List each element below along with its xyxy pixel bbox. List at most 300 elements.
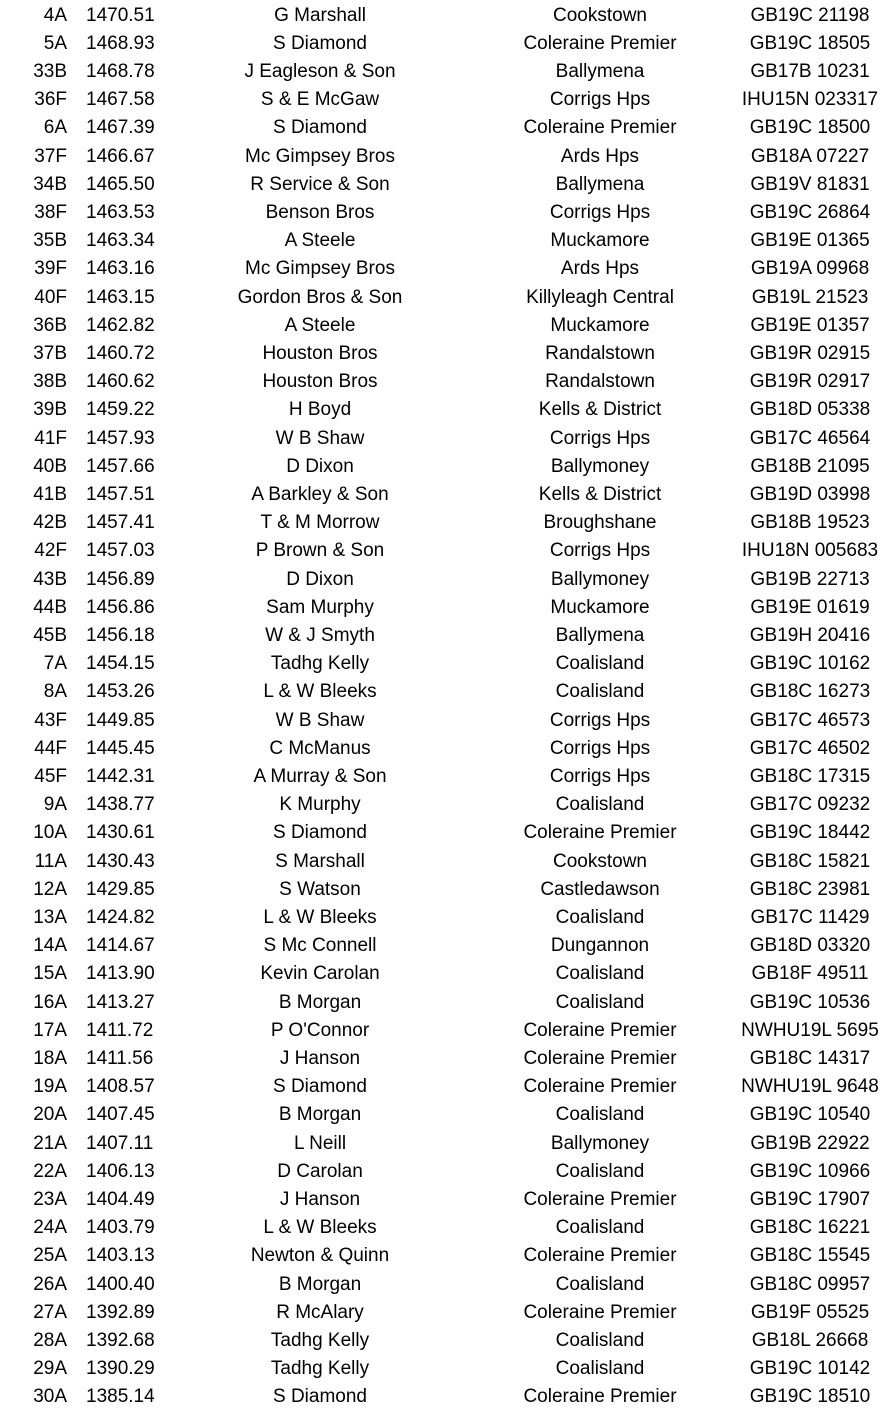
fancier-name-cell: S Diamond [273,822,367,844]
club-cell: Cookstown [553,850,647,872]
velocity-cell: 1390.29 [86,1358,155,1380]
fancier-name-cell: J Hanson [279,1047,361,1069]
velocity-cell: 1468.78 [86,60,155,82]
ring-number-cell: GB19E 01619 [750,596,870,618]
table-row [0,284,893,312]
position-cell: 39F [34,258,67,280]
ring-number-cell: NWHU19L 9648 [741,1076,879,1098]
velocity-cell: 1463.16 [86,258,155,280]
fancier-name-cell: W B Shaw [275,427,365,449]
ring-number-cell: GB19C 18505 [749,32,871,54]
fancier-name-cell: S Diamond [273,117,367,139]
table-row [0,255,893,283]
table-row [0,1186,893,1214]
ring-number-cell: GB19F 05525 [750,1301,870,1323]
position-cell: 20A [33,1104,67,1126]
table-row [0,2,893,30]
ring-number-cell: GB17C 11429 [750,906,870,928]
table-row [0,481,893,509]
position-cell: 18A [33,1047,67,1069]
position-cell: 29A [33,1358,67,1380]
club-cell: Corrigs Hps [549,765,651,787]
position-cell: 44B [33,596,67,618]
club-cell: Killyleagh Central [526,286,674,308]
position-cell: 45F [34,765,67,787]
club-cell: Corrigs Hps [549,737,651,759]
club-cell: Coleraine Premier [523,32,677,54]
ring-number-cell: GB17C 46502 [749,737,871,759]
fancier-name-cell: J Hanson [279,1188,361,1210]
velocity-cell: 1430.43 [86,850,155,872]
position-cell: 35B [33,230,67,252]
table-row [0,932,893,960]
velocity-cell: 1462.82 [86,314,155,336]
club-cell: Coalisland [555,794,645,816]
fancier-name-cell: S Diamond [273,1386,367,1408]
fancier-name-cell: S Marshall [275,850,365,872]
position-cell: 43F [34,709,67,731]
position-cell: 10A [33,822,67,844]
table-row [0,453,893,481]
velocity-cell: 1430.61 [86,822,155,844]
table-row [0,1242,893,1270]
fancier-name-cell: L & W Bleeks [263,906,377,928]
position-cell: 38B [33,371,67,393]
position-cell: 45B [33,624,67,646]
table-row [0,707,893,735]
fancier-name-cell: S & E McGaw [260,89,380,111]
table-row [0,819,893,847]
club-cell: Corrigs Hps [549,540,651,562]
table-row [0,312,893,340]
ring-number-cell: GB17C 46564 [749,427,871,449]
club-cell: Coleraine Premier [523,1076,677,1098]
ring-number-cell: GB19C 10536 [749,991,871,1013]
fancier-name-cell: Benson Bros [265,201,375,223]
ring-number-cell: GB18B 19523 [750,512,870,534]
velocity-cell: 1392.68 [86,1329,155,1351]
table-row [0,1130,893,1158]
ring-number-cell: GB18B 21095 [750,455,870,477]
club-cell: Coalisland [555,1329,645,1351]
fancier-name-cell: R McAlary [276,1301,364,1323]
table-row [0,678,893,706]
ring-number-cell: GB18D 05338 [749,399,871,421]
velocity-cell: 1468.93 [86,32,155,54]
position-cell: 27A [33,1301,67,1323]
table-row [0,1355,893,1383]
fancier-name-cell: K Murphy [279,794,361,816]
table-row [0,791,893,819]
position-cell: 37F [34,145,67,167]
ring-number-cell: GB19C 17907 [749,1188,871,1210]
ring-number-cell: GB19R 02915 [749,342,871,364]
fancier-name-cell: Newton & Quinn [250,1245,390,1267]
table-row [0,1271,893,1299]
position-cell: 21A [33,1132,67,1154]
club-cell: Coalisland [555,906,645,928]
club-cell: Ballymena [555,60,645,82]
velocity-cell: 1407.11 [86,1132,154,1154]
table-row [0,876,893,904]
velocity-cell: 1413.90 [86,963,155,985]
club-cell: Coleraine Premier [523,1245,677,1267]
ring-number-cell: GB19L 21523 [751,286,869,308]
table-row [0,1299,893,1327]
table-row [0,1073,893,1101]
velocity-cell: 1463.53 [86,201,155,223]
club-cell: Coalisland [555,991,645,1013]
club-cell: Corrigs Hps [549,427,651,449]
fancier-name-cell: A Steele [284,230,356,252]
position-cell: 41F [34,427,67,449]
club-cell: Coalisland [555,1160,645,1182]
velocity-cell: 1424.82 [86,906,155,928]
velocity-cell: 1463.15 [86,286,155,308]
velocity-cell: 1456.18 [86,624,155,646]
fancier-name-cell: Houston Bros [262,342,378,364]
position-cell: 8A [43,681,67,703]
position-cell: 17A [33,1019,67,1041]
ring-number-cell: GB19C 21198 [750,4,870,26]
velocity-cell: 1442.31 [86,765,155,787]
ring-number-cell: GB19C 10540 [749,1104,871,1126]
position-cell: 25A [33,1245,67,1267]
position-cell: 36F [34,89,67,111]
fancier-name-cell: L Neill [293,1132,347,1154]
ring-number-cell: GB19C 10142 [749,1358,871,1380]
fancier-name-cell: W B Shaw [275,709,365,731]
position-cell: 14A [33,935,67,957]
ring-number-cell: GB18C 14317 [749,1047,871,1069]
club-cell: Muckamore [550,596,650,618]
ring-number-cell: GB18L 26668 [751,1329,869,1351]
position-cell: 22A [33,1160,67,1182]
table-row [0,227,893,255]
club-cell: Coalisland [555,1273,645,1295]
fancier-name-cell: Tadhg Kelly [270,1358,370,1380]
ring-number-cell: GB19E 01365 [750,230,870,252]
club-cell: Coalisland [555,653,645,675]
fancier-name-cell: H Boyd [288,399,352,421]
club-cell: Corrigs Hps [549,201,651,223]
position-cell: 41B [33,483,67,505]
position-cell: 4A [43,4,67,26]
position-cell: 34B [33,173,67,195]
club-cell: Randalstown [545,371,655,393]
club-cell: Coleraine Premier [523,1047,677,1069]
table-row [0,735,893,763]
table-row [0,537,893,565]
fancier-name-cell: P O'Connor [270,1019,370,1041]
ring-number-cell: GB18C 15545 [749,1245,871,1267]
ring-number-cell: GB19C 26864 [749,201,871,223]
table-row [0,86,893,114]
position-cell: 39B [33,399,67,421]
club-cell: Ballymena [555,624,645,646]
club-cell: Ballymena [555,173,645,195]
position-cell: 28A [33,1329,67,1351]
table-row [0,396,893,424]
ring-number-cell: GB18C 17315 [749,765,871,787]
velocity-cell: 1467.58 [86,89,155,111]
club-cell: Ballymoney [550,455,650,477]
ring-number-cell: GB18C 15821 [749,850,871,872]
ring-number-cell: IHU15N 023317 [741,89,879,111]
position-cell: 26A [33,1273,67,1295]
club-cell: Coalisland [555,1104,645,1126]
table-row [0,1045,893,1073]
position-cell: 23A [33,1188,67,1210]
fancier-name-cell: W & J Smyth [265,624,375,646]
position-cell: 15A [33,963,67,985]
table-row [0,989,893,1017]
fancier-name-cell: R Service & Son [250,173,390,195]
velocity-cell: 1456.86 [86,596,155,618]
velocity-cell: 1465.50 [86,173,155,195]
fancier-name-cell: B Morgan [278,991,362,1013]
fancier-name-cell: Sam Murphy [266,596,374,618]
fancier-name-cell: Mc Gimpsey Bros [245,145,395,167]
velocity-cell: 1457.51 [86,483,155,505]
table-row [0,58,893,86]
velocity-cell: 1466.67 [86,145,155,167]
position-cell: 7A [43,653,67,675]
position-cell: 36B [33,314,67,336]
velocity-cell: 1460.62 [86,371,155,393]
position-cell: 19A [33,1076,67,1098]
velocity-cell: 1460.72 [86,342,155,364]
club-cell: Coalisland [555,1217,645,1239]
velocity-cell: 1457.93 [86,427,155,449]
velocity-cell: 1411.56 [86,1047,154,1069]
club-cell: Coleraine Premier [523,1301,677,1323]
club-cell: Corrigs Hps [549,89,651,111]
fancier-name-cell: S Watson [279,878,361,900]
table-row [0,199,893,227]
velocity-cell: 1429.85 [86,878,155,900]
table-row [0,114,893,142]
position-cell: 11A [34,850,67,872]
position-cell: 38F [34,201,67,223]
position-cell: 40F [34,286,67,308]
club-cell: Coalisland [555,963,645,985]
club-cell: Muckamore [550,230,650,252]
fancier-name-cell: C McManus [269,737,371,759]
position-cell: 30A [33,1386,67,1408]
table-row [0,763,893,791]
ring-number-cell: GB17C 46573 [749,709,871,731]
table-row [0,1017,893,1045]
club-cell: Cookstown [553,4,647,26]
ring-number-cell: IHU18N 005683 [741,540,879,562]
ring-number-cell: GB18C 16273 [749,681,871,703]
position-cell: 16A [33,991,67,1013]
fancier-name-cell: Gordon Bros & Son [237,286,403,308]
ring-number-cell: GB19C 18510 [749,1386,871,1408]
fancier-name-cell: Tadhg Kelly [270,653,370,675]
velocity-cell: 1470.51 [86,4,155,26]
position-cell: 12A [33,878,67,900]
ring-number-cell: NWHU19L 5695 [741,1019,879,1041]
velocity-cell: 1453.26 [86,681,155,703]
club-cell: Dungannon [550,935,650,957]
club-cell: Coalisland [555,681,645,703]
ring-number-cell: GB19V 81831 [750,173,870,195]
position-cell: 33B [33,60,67,82]
velocity-cell: 1454.15 [86,653,155,675]
velocity-cell: 1467.39 [86,117,155,139]
position-cell: 40B [33,455,67,477]
fancier-name-cell: J Eagleson & Son [244,60,396,82]
ring-number-cell: GB19E 01357 [750,314,870,336]
club-cell: Ards Hps [560,258,640,280]
fancier-name-cell: B Morgan [278,1104,362,1126]
club-cell: Randalstown [545,342,655,364]
position-cell: 42F [34,540,67,562]
velocity-cell: 1445.45 [86,737,155,759]
fancier-name-cell: S Diamond [273,32,367,54]
ring-number-cell: GB19B 22922 [750,1132,870,1154]
table-row [0,1327,893,1355]
table-row [0,960,893,988]
fancier-name-cell: L & W Bleeks [263,1217,377,1239]
ring-number-cell: GB18C 23981 [749,878,871,900]
position-cell: 42B [33,512,67,534]
club-cell: Ballymoney [550,568,650,590]
velocity-cell: 1414.67 [86,935,155,957]
velocity-cell: 1456.89 [86,568,155,590]
position-cell: 24A [33,1217,67,1239]
fancier-name-cell: Tadhg Kelly [270,1329,370,1351]
fancier-name-cell: Kevin Carolan [260,963,380,985]
position-cell: 6A [43,117,67,139]
ring-number-cell: GB19B 22713 [750,568,870,590]
ring-number-cell: GB18C 16221 [749,1217,871,1239]
club-cell: Coalisland [555,1358,645,1380]
table-row [0,1101,893,1129]
velocity-cell: 1411.72 [86,1019,154,1041]
velocity-cell: 1449.85 [86,709,155,731]
club-cell: Muckamore [550,314,650,336]
table-row [0,904,893,932]
club-cell: Broughshane [543,512,657,534]
ring-number-cell: GB19D 03998 [749,483,871,505]
club-cell: Coleraine Premier [523,822,677,844]
club-cell: Coleraine Premier [523,117,677,139]
fancier-name-cell: D Dixon [286,455,354,477]
table-row [0,594,893,622]
position-cell: 5A [43,32,67,54]
fancier-name-cell: P Brown & Son [255,540,385,562]
ring-number-cell: GB19C 10966 [749,1160,871,1182]
velocity-cell: 1413.27 [86,991,155,1013]
fancier-name-cell: A Murray & Son [253,765,387,787]
fancier-name-cell: T & M Morrow [260,512,380,534]
velocity-cell: 1463.34 [86,230,155,252]
club-cell: Ards Hps [560,145,640,167]
club-cell: Castledawson [540,878,660,900]
ring-number-cell: GB18F 49511 [751,963,869,985]
ring-number-cell: GB17B 10231 [750,60,870,82]
table-row [0,368,893,396]
table-row [0,509,893,537]
table-row [0,566,893,594]
fancier-name-cell: Houston Bros [262,371,378,393]
fancier-name-cell: S Mc Connell [263,935,377,957]
velocity-cell: 1403.13 [86,1245,155,1267]
club-cell: Coleraine Premier [523,1386,677,1408]
velocity-cell: 1457.41 [86,512,155,534]
table-row [0,1383,893,1411]
position-cell: 37B [33,342,67,364]
position-cell: 44F [34,737,67,759]
fancier-name-cell: L & W Bleeks [263,681,377,703]
position-cell: 43B [33,568,67,590]
table-row [0,650,893,678]
fancier-name-cell: D Dixon [286,568,354,590]
velocity-cell: 1459.22 [86,399,155,421]
velocity-cell: 1457.66 [86,455,155,477]
fancier-name-cell: A Steele [284,314,356,336]
ring-number-cell: GB17C 09232 [749,794,871,816]
table-row [0,30,893,58]
velocity-cell: 1406.13 [86,1160,155,1182]
table-row [0,340,893,368]
table-row [0,143,893,171]
club-cell: Kells & District [538,399,662,421]
table-row [0,1158,893,1186]
ring-number-cell: GB19C 18442 [749,822,871,844]
ring-number-cell: GB19R 02917 [749,371,871,393]
ring-number-cell: GB19C 10162 [749,653,871,675]
velocity-cell: 1404.49 [86,1188,155,1210]
ring-number-cell: GB18C 09957 [749,1273,871,1295]
club-cell: Coleraine Premier [523,1188,677,1210]
table-row [0,171,893,199]
fancier-name-cell: B Morgan [278,1273,362,1295]
table-row [0,622,893,650]
ring-number-cell: GB18D 03320 [749,935,871,957]
ring-number-cell: GB19A 09968 [750,258,870,280]
position-cell: 9A [43,794,67,816]
club-cell: Coleraine Premier [523,1019,677,1041]
velocity-cell: 1400.40 [86,1273,155,1295]
velocity-cell: 1457.03 [86,540,155,562]
fancier-name-cell: Mc Gimpsey Bros [245,258,395,280]
table-row [0,848,893,876]
fancier-name-cell: A Barkley & Son [251,483,389,505]
velocity-cell: 1408.57 [86,1076,155,1098]
table-row [0,1214,893,1242]
velocity-cell: 1407.45 [86,1104,155,1126]
velocity-cell: 1392.89 [86,1301,155,1323]
ring-number-cell: GB19C 18500 [749,117,871,139]
club-cell: Kells & District [538,483,662,505]
table-row [0,425,893,453]
ring-number-cell: GB18A 07227 [750,145,870,167]
fancier-name-cell: G Marshall [274,4,366,26]
velocity-cell: 1385.14 [86,1386,155,1408]
ring-number-cell: GB19H 20416 [749,624,871,646]
fancier-name-cell: S Diamond [273,1076,367,1098]
club-cell: Ballymoney [550,1132,650,1154]
position-cell: 13A [33,906,67,928]
velocity-cell: 1438.77 [86,794,155,816]
club-cell: Corrigs Hps [549,709,651,731]
velocity-cell: 1403.79 [86,1217,155,1239]
fancier-name-cell: D Carolan [277,1160,363,1182]
